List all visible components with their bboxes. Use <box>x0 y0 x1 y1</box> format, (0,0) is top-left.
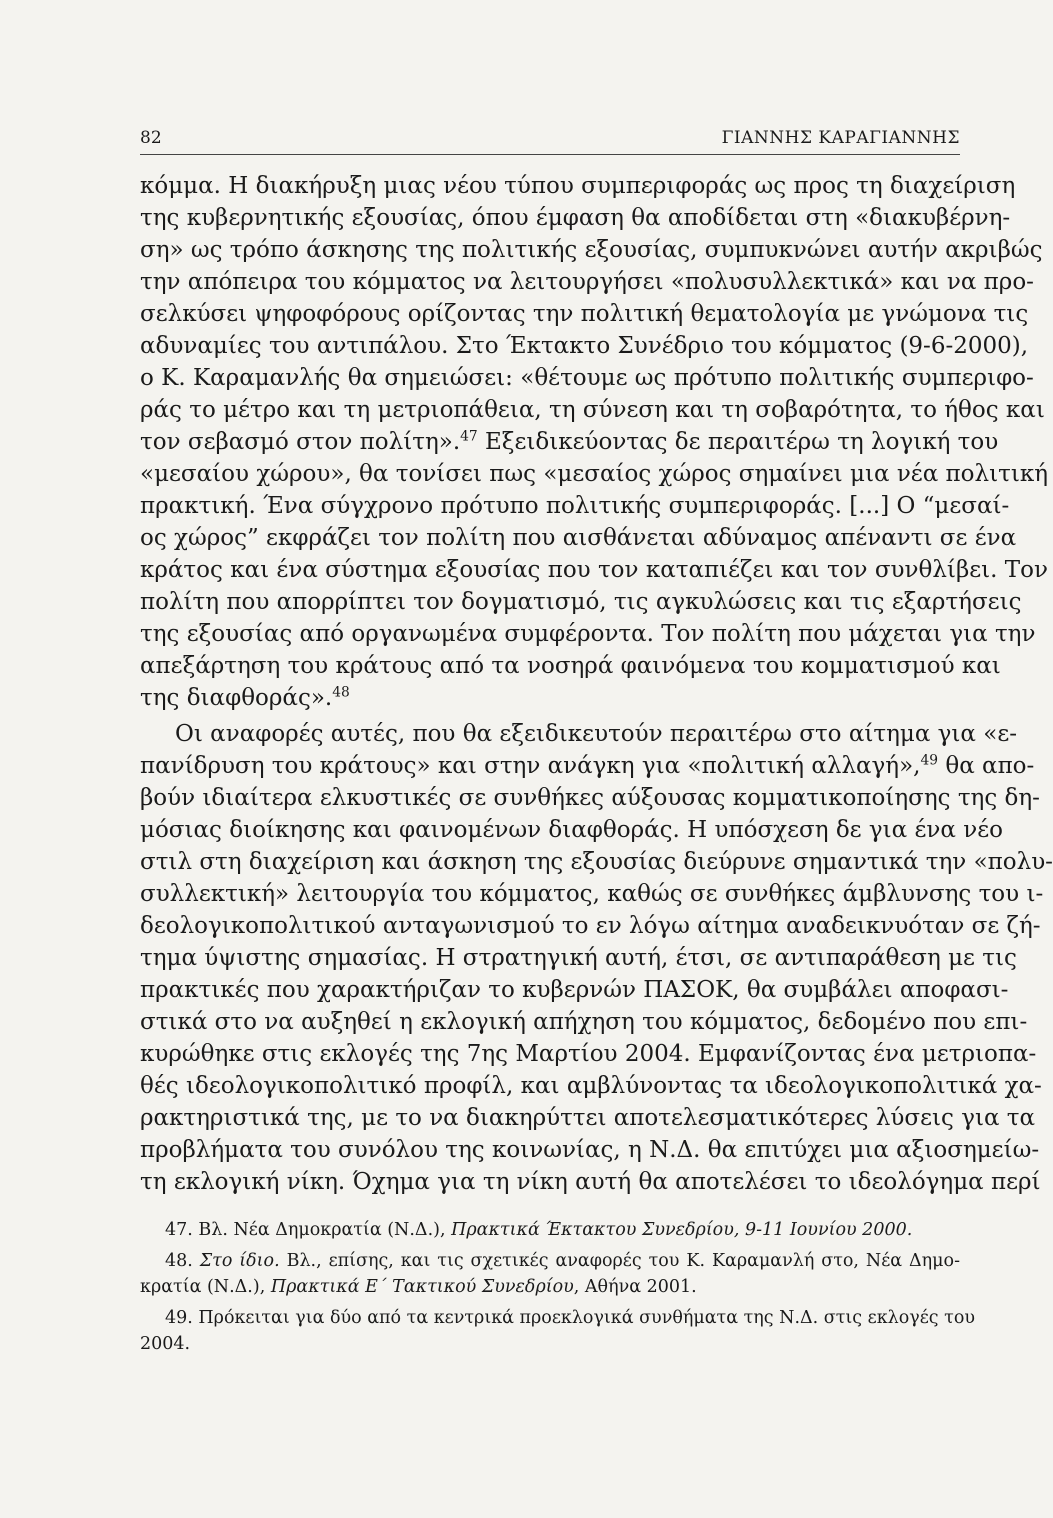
body-line: τημα ύψιστης σημασίας. Η στρατηγική αυτή, έτσι, σε αντιπαράθεση με τις <box>140 945 1017 971</box>
page-number: 82 <box>140 128 162 148</box>
body-line: ρακτηριστικά της, με το να διακηρύττει αποτελεσματικότερες λύσεις για τα <box>140 1105 1036 1131</box>
footnote-47 <box>165 1218 960 1242</box>
body-line: «μεσαίου χώρου», θα τονίσει πως «μεσαίος χώρος σημαίνει μια νέα πολιτική <box>140 461 1049 487</box>
body-line: απεξάρτηση του κράτους από τα νοσηρά φαινόμενα του κομματισμού και <box>140 653 1001 679</box>
body-line-text: της διαφθοράς». <box>140 685 333 711</box>
page-header <box>140 128 960 155</box>
footnote-text: κρατία (Ν.Δ.), <box>140 1277 271 1297</box>
body-line: ο Κ. Καραμανλής θα σημειώσει: «θέτουμε ως πρότυπο πολιτικής συμπεριφο- <box>140 365 1034 391</box>
body-line-text: τον σεβασμό στον πολίτη». <box>140 429 461 455</box>
body-line: ση» ως τρόπο άσκησης της πολιτικής εξουσίας, συμπυκνώνει αυτήν ακριβώς <box>140 237 1043 263</box>
body-line: αδυναμίες του αντιπάλου. Στο Έκτακτο Συνέδριο του κόμματος (9-6-2000), <box>140 333 1029 359</box>
body-line: δεολογικοπολιτικού ανταγωνισμού το εν λόγω αίτημα αναδεικνυόταν σε ζή- <box>140 913 1041 939</box>
footnote-ref-48[interactable]: 48 <box>332 684 350 701</box>
body-line: θές ιδεολογικοπολιτικό προφίλ, και αμβλύνοντας τα ιδεολογικοπολιτικά χα- <box>140 1073 1042 1099</box>
footnote-text: Βλ., επίσης, και τις σχετικές αναφορές του Κ. Καραμανλή στο, Νέα Δημο- <box>279 1251 960 1271</box>
body-line: της εξουσίας από οργανωμένα συμφέροντα. Τον πολίτη που μάχεται για την <box>140 621 1036 647</box>
footnote-text: , Αθήνα 2001. <box>573 1277 697 1297</box>
footnote-49: 49. Πρόκειται για δύο από τα κεντρικά προεκλογικά συνθήματα της Ν.Δ. στις εκλογές του <box>165 1308 975 1328</box>
footnote-48-cont <box>140 1275 960 1299</box>
body-line: την απόπειρα του κόμματος να λειτουργήσει «πολυσυλλεκτικά» και να προ- <box>140 269 1034 295</box>
running-title: ΓΙΑΝΝΗΣ ΚΑΡΑΓΙΑΝΝΗΣ <box>721 128 960 148</box>
body-line: κυρώθηκε στις εκλογές της 7ης Μαρτίου 2004. Εμφανίζοντας ένα μετριοπα- <box>140 1041 1037 1067</box>
body-line: συλλεκτική» λειτουργία του κόμματος, καθώς σε συνθήκες άμβλυνσης του ι- <box>140 881 1044 907</box>
footnote-citation: Πρακτικά Ε΄ Τακτικού Συνεδρίου <box>270 1277 574 1297</box>
footnote-citation: Πρακτικά Έκτακτου Συνεδρίου, 9-11 Ιουνίου 2000. <box>451 1220 913 1240</box>
body-line: της κυβερνητικής εξουσίας, όπου έμφαση θα αποδίδεται στη «διακυβέρνη- <box>140 205 1011 231</box>
body-line: στιλ στη διαχείριση και άσκηση της εξουσίας διεύρυνε σημαντικά την «πολυ- <box>140 849 1053 875</box>
body-line: πρακτική. Ένα σύγχρονο πρότυπο πολιτικής συμπεριφοράς. [...] Ο “μεσαί- <box>140 493 1010 519</box>
body-line: πρακτικές που χαρακτήριζαν το κυβερνών ΠΑΣΟΚ, θα συμβάλει αποφασι- <box>140 977 1009 1003</box>
body-line: στικά στο να αυξηθεί η εκλογική απήχηση του κόμματος, δεδομένο που επι- <box>140 1009 1028 1035</box>
body-line: πολίτη που απορρίπτει τον δογματισμό, τις αγκυλώσεις και τις εξαρτήσεις <box>140 589 1022 615</box>
body-line-text: πανίδρυση του κράτους» και στην ανάγκη για «πολιτική αλλαγή», <box>140 753 921 779</box>
body-line: κράτος και ένα σύστημα εξουσίας που τον καταπιέζει και τον συνθλίβει. Τον <box>140 557 1048 583</box>
footnote-ref-49[interactable]: 49 <box>920 752 939 769</box>
footnote-48 <box>165 1249 960 1273</box>
body-line <box>140 426 999 458</box>
body-line: τη εκλογική νίκη. Όχημα για τη νίκη αυτή θα αποτελέσει το ιδεολόγημα περί <box>140 1169 1041 1195</box>
footnote-text: 48. <box>165 1251 200 1271</box>
body-line: προβλήματα του συνόλου της κοινωνίας, η Ν.Δ. θα επιτύχει μια αξιοσημείω- <box>140 1137 1040 1163</box>
body-line-text: Εξειδικεύοντας δε περαιτέρω τη λογική του <box>485 429 999 455</box>
footnote-ref-47[interactable]: 47 <box>460 428 478 445</box>
footnote-text: 47. Βλ. Νέα Δημοκρατία (Ν.Δ.), <box>165 1220 452 1240</box>
body-line: βούν ιδιαίτερα ελκυστικές σε συνθήκες αύξουσας κομματικοποίησης της δη- <box>140 785 1040 811</box>
body-line: ράς το μέτρο και τη μετριοπάθεια, τη σύνεση και τη σοβαρότητα, το ήθος και <box>140 397 1045 423</box>
body-line <box>140 682 960 714</box>
body-line <box>140 750 1035 782</box>
body-line: σελκύσει ψηφοφόρους ορίζοντας την πολιτική θεματολογία με γνώμονα τις <box>140 301 1029 327</box>
body-line-text: θα απο- <box>945 753 1035 779</box>
body-line: ος χώρος” εκφράζει τον πολίτη που αισθάνεται αδύναμος απέναντι σε ένα <box>140 525 1017 551</box>
body-line: κόμμα. Η διακήρυξη μιας νέου τύπου συμπεριφοράς ως προς τη διαχείριση <box>140 173 1016 199</box>
body-line: Οι αναφορές αυτές, που θα εξειδικευτούν περαιτέρω στο αίτημα για «ε- <box>175 721 1018 747</box>
footnote-citation: Στο ίδιο. <box>199 1251 280 1271</box>
body-line: μόσιας διοίκησης και φαινομένων διαφθοράς. Η υπόσχεση δε για ένα νέο <box>140 817 1003 843</box>
footnote-49-cont: 2004. <box>140 1334 191 1354</box>
